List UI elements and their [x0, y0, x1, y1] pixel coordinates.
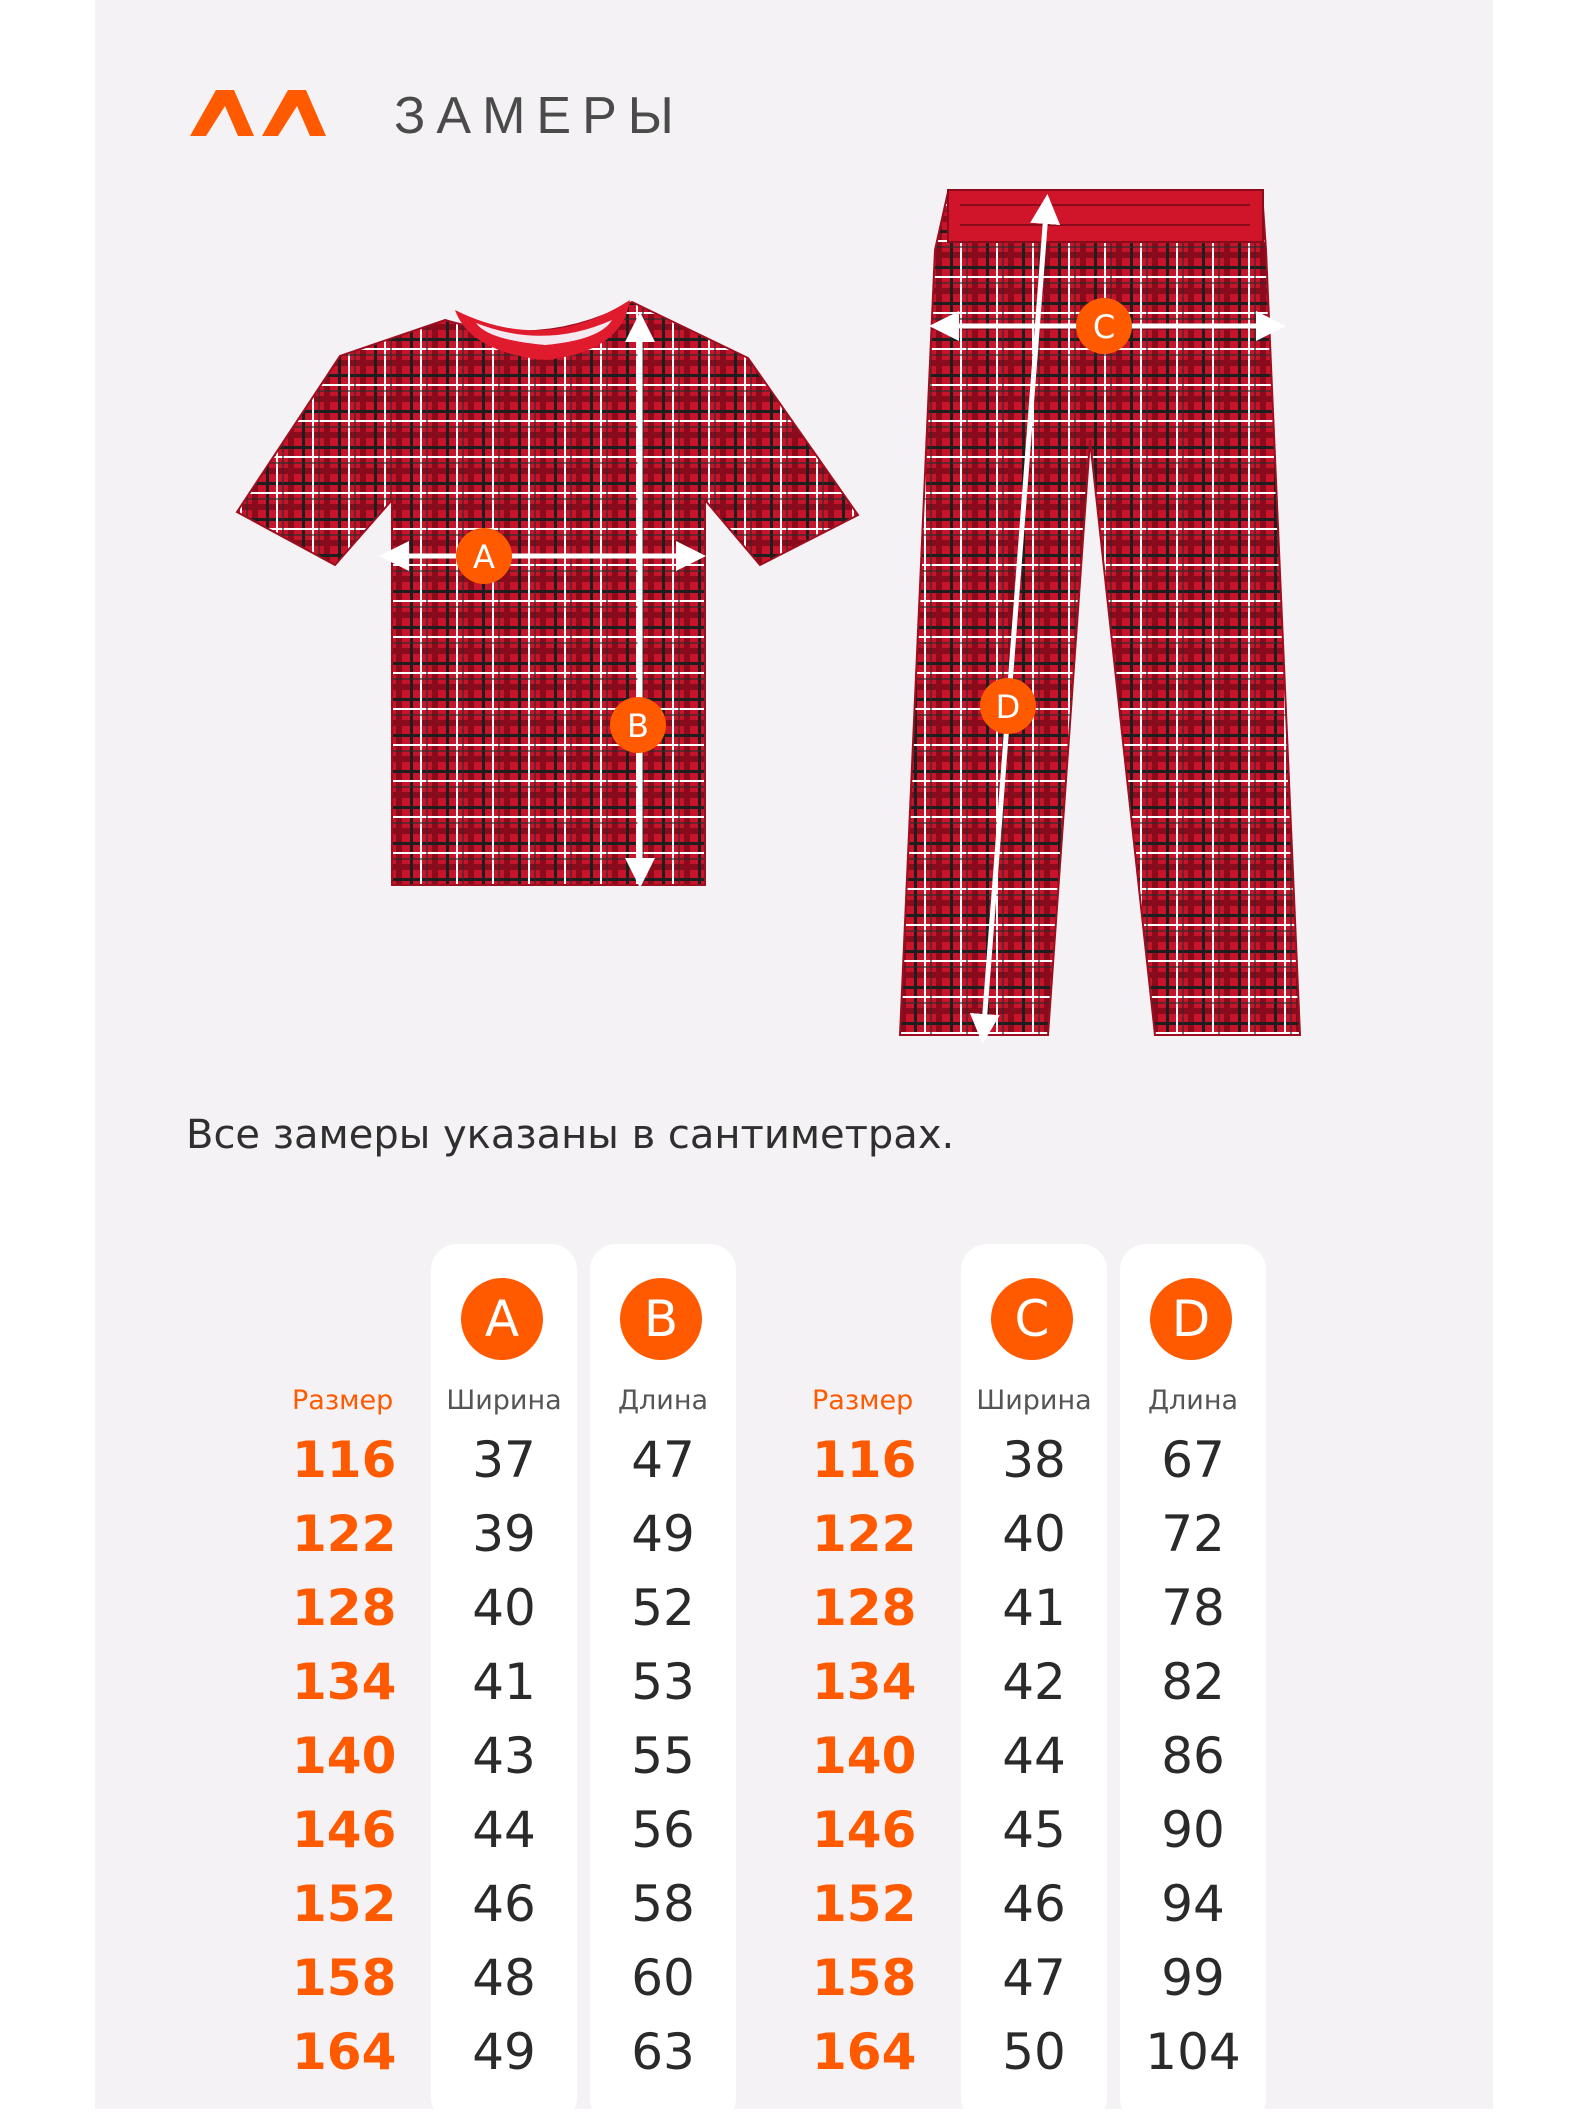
shirt-width-cell: 40	[472, 1579, 536, 1637]
size-cell: 128	[292, 1579, 397, 1637]
pants-length-cell: 82	[1161, 1653, 1225, 1711]
size-cell: 164	[292, 2023, 397, 2081]
size-cell: 134	[812, 1653, 917, 1711]
pants-width-cell: 46	[1002, 1875, 1066, 1933]
shirt-length-cell: 52	[631, 1579, 695, 1637]
pants-width-cell: 40	[1002, 1505, 1066, 1563]
badge-c: C	[991, 1278, 1073, 1360]
pants-length-header: Длина	[1147, 1385, 1239, 1416]
diagram-label-d: D	[995, 688, 1021, 726]
pants-width-cell: 47	[1002, 1949, 1066, 2007]
pants-width-cell: 44	[1002, 1727, 1066, 1785]
tshirt-image	[237, 300, 858, 885]
shirt-width-header: Ширина	[446, 1385, 562, 1416]
shirt-length-cell: 56	[631, 1801, 695, 1859]
pants-size-header: Размер	[812, 1385, 914, 1416]
diagram-label-a: A	[473, 538, 495, 576]
shirt-width-cell: 44	[472, 1801, 536, 1859]
shirt-length-cell: 58	[631, 1875, 695, 1933]
size-cell: 122	[812, 1505, 917, 1563]
pants-width-cell: 41	[1002, 1579, 1066, 1637]
shirt-width-cell: 49	[472, 2023, 536, 2081]
size-cell: 164	[812, 2023, 917, 2081]
size-cell: 158	[812, 1949, 917, 2007]
page-title: ЗАМЕРЫ	[394, 87, 685, 145]
pants-width-cell: 38	[1002, 1431, 1066, 1489]
shirt-length-cell: 55	[631, 1727, 695, 1785]
size-cell: 116	[812, 1431, 917, 1489]
diagram-label-b: B	[627, 707, 649, 745]
shirt-length-cell: 60	[631, 1949, 695, 2007]
shirt-width-cell: 48	[472, 1949, 536, 2007]
size-cell: 146	[292, 1801, 397, 1859]
size-cell: 152	[812, 1875, 917, 1933]
diagram-label-c: C	[1092, 308, 1116, 346]
badge-b: B	[620, 1278, 702, 1360]
pants-width-cell: 42	[1002, 1653, 1066, 1711]
shirt-length-cell: 63	[631, 2023, 695, 2081]
shirt-length-header: Длина	[617, 1385, 709, 1416]
shirt-width-cell: 41	[472, 1653, 536, 1711]
shirt-width-cell: 39	[472, 1505, 536, 1563]
pants-length-cell: 99	[1161, 1949, 1225, 2007]
pants-length-cell: 86	[1161, 1727, 1225, 1785]
pants-length-cell: 78	[1161, 1579, 1225, 1637]
units-note: Все замеры указаны в сантиметрах.	[186, 1112, 955, 1158]
badge-a: A	[461, 1278, 543, 1360]
size-cell: 140	[812, 1727, 917, 1785]
pants-width-header: Ширина	[976, 1385, 1092, 1416]
shirt-width-cell: 43	[472, 1727, 536, 1785]
size-cell: 116	[292, 1431, 397, 1489]
size-cell: 134	[292, 1653, 397, 1711]
pants-length-cell: 72	[1161, 1505, 1225, 1563]
pants-length-cell: 90	[1161, 1801, 1225, 1859]
size-cell: 122	[292, 1505, 397, 1563]
pants-length-cell: 67	[1161, 1431, 1225, 1489]
shirt-length-cell: 49	[631, 1505, 695, 1563]
badge-d: D	[1150, 1278, 1232, 1360]
pants-width-cell: 45	[1002, 1801, 1066, 1859]
shirt-size-header: Размер	[292, 1385, 394, 1416]
size-cell: 158	[292, 1949, 397, 2007]
pants-length-cell: 104	[1145, 2023, 1241, 2081]
size-cell: 128	[812, 1579, 917, 1637]
size-cell: 140	[292, 1727, 397, 1785]
shirt-length-cell: 53	[631, 1653, 695, 1711]
shirt-width-cell: 37	[472, 1431, 536, 1489]
shirt-width-cell: 46	[472, 1875, 536, 1933]
pants-width-cell: 50	[1002, 2023, 1066, 2081]
shirt-length-cell: 47	[631, 1431, 695, 1489]
pants-length-cell: 94	[1161, 1875, 1225, 1933]
size-cell: 146	[812, 1801, 917, 1859]
size-cell: 152	[292, 1875, 397, 1933]
